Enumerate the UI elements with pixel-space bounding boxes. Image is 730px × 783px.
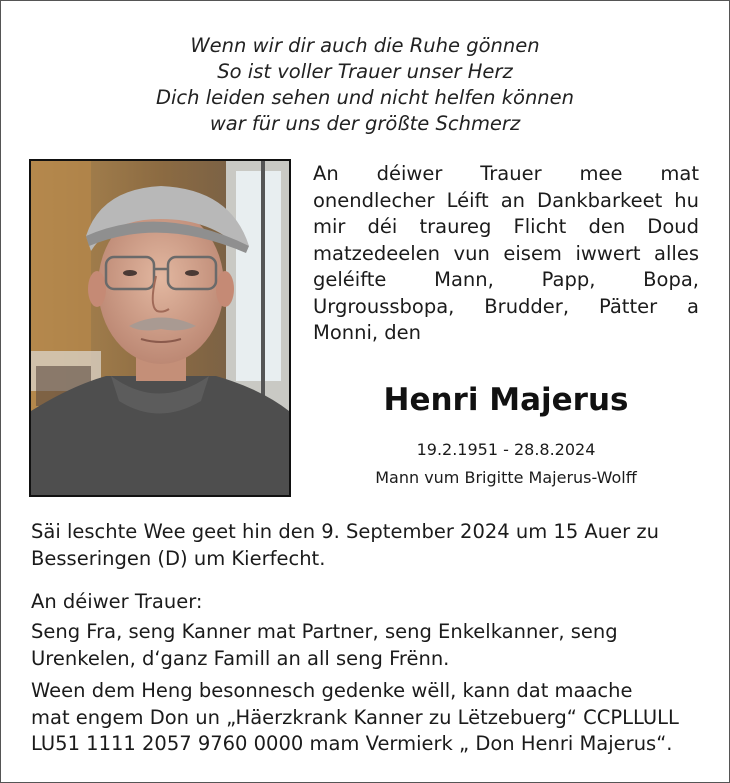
intro-text: An déiwer Trauer mee mat onendlecher Léift an Dankbarkeet hu mir déi traureg Flicht den Doud matzedeelen vun eisem iwwert alles geléifte Mann, Papp, Bopa, Urgroussbopa, Brudder, Pätter a Monni, den [313,162,699,344]
funeral-line: Besseringen (D) um Kierfecht. [31,546,326,570]
life-dates: 19.2.1951 - 28.8.2024 [416,440,596,459]
poem-line: Dich leiden sehen und nicht helfen können [155,86,575,109]
portrait-photo [29,159,291,497]
mourners-heading: An déiwer Trauer: [31,590,203,613]
poem-line: Wenn wir dir auch die Ruhe gönnen [190,34,540,57]
mourners-line: Seng Fra, seng Kanner mat Partner, seng Enkelkanner, seng [31,620,618,643]
poem [0,33,730,137]
spouse-line: Mann vum Brigitte Majerus-Wolff [375,468,637,487]
poem-line: So ist voller Trauer unser Herz [217,60,513,83]
mourners-line: Urenkelen, d‘ganz Famill an all seng Frënn. [31,646,450,670]
deceased-name: Henri Majerus [383,382,629,418]
mourners-list [31,619,703,672]
poem-line: war für uns der größte Schmerz [209,112,521,135]
funeral-line: Säi leschte Wee geet hin den 9. September 2024 um 15 Auer zu [31,520,659,543]
donation-line: Ween dem Heng besonnesch gedenke wëll, kann dat maache [31,679,633,702]
funeral-info [31,519,703,572]
donation-info [31,678,703,758]
donation-line: LU51 1111 2057 9760 0000 mam Vermierk „ Don Henri Majerus“. [31,732,673,755]
donation-line: mat engem Don un „Häerzkrank Kanner zu Lëtzebuerg“ CCPLLULL [31,705,679,729]
